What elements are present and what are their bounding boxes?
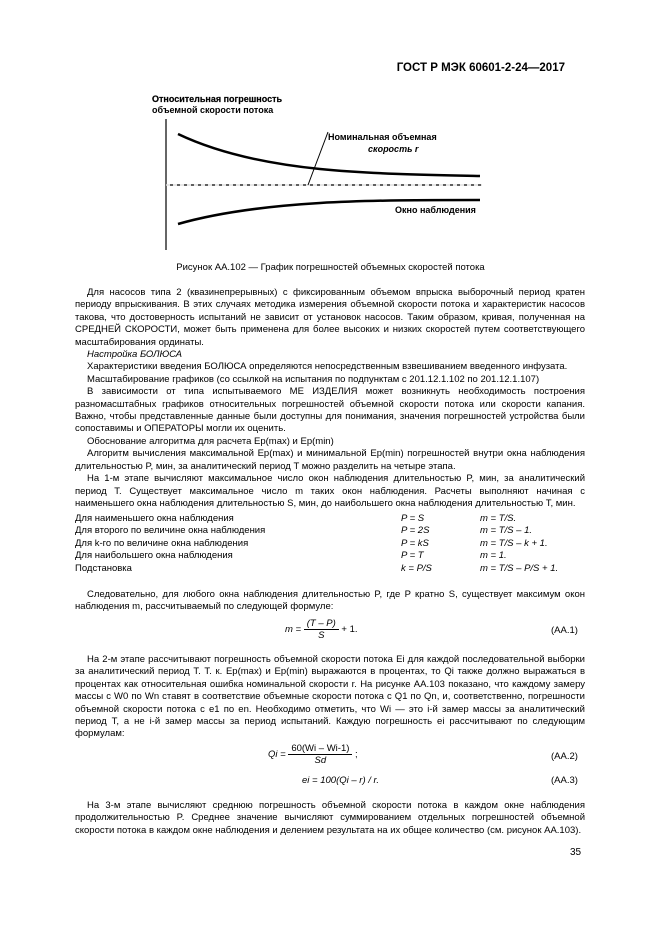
p3: Характеристики введения БОЛЮСА определяются непосредственным взвешиванием введенного инфузата. — [87, 361, 568, 373]
nominal-leader — [308, 132, 328, 185]
p2: Настройка БОЛЮСА — [87, 349, 183, 361]
p9: Следовательно, для любого окна наблюдения длительностью P, где P кратно S, существует максимум окон наблюдения m, рассчитываемый по следующей формуле: — [75, 589, 585, 613]
p4: Масштабирование графиков (со ссылкой на испытания по подпунктам с 201.12.1.102 по 201.12.1.107) — [87, 373, 540, 385]
paragraph-9 — [75, 589, 585, 614]
p11: На 3-м этапе вычисляют среднюю погрешность объемной скорости потока в каждом окне наблюдения продолжительностью P. Среднее значение вычисляют суммированием отдельных погрешностей объемной скорости потока в каждом окне наблюдения и делением результата на их общее количество (см. рисунок АА.103). — [75, 800, 585, 836]
standard-header: ГОСТ Р МЭК 60601-2-24—2017 — [396, 62, 565, 74]
figure-caption: Рисунок АА.102 — График погрешностей объемных скоростей потока — [176, 262, 485, 273]
p6: Обоснование алгоритма для расчета Ep(max) и Ep(min) — [87, 435, 334, 447]
ylabel-line2: объемной скорости потока — [152, 105, 274, 115]
equation-aa1: m = $\frac{(T - P)}{S}$ + 1. — [285, 618, 358, 641]
paragraph-11 — [75, 800, 585, 837]
window-table — [75, 513, 595, 575]
nominal-label-line2: скорость r — [368, 144, 419, 154]
table-row: Для наибольшего окна наблюдения P = T m = 1. — [75, 550, 507, 562]
window-label: Окно наблюдения — [395, 205, 476, 215]
equation-aa2: Qi = $\frac{60(Wi - Wi-1)}{Sd}$ ; — [268, 743, 358, 766]
ylabel-line1: Относительная погрешность — [152, 94, 283, 104]
p8: На 1-м этапе вычисляют максимальное число окон наблюдения длительностью P, мин, за аналитический период T. Существует максимальное число m таких окон наблюдения. Расчеты выполняют начиная с наименьшего окна наблюдения длительностью S, мин, до наибольшего окна наблюдения длительностью T, мин. — [75, 473, 585, 509]
p7: Алгоритм вычисления максимальной Ep(max) и минимальной Ep(min) погрешностей внутри окна наблюдения длительностью P, мин, за аналитический период T можно разделить на четыре этапа. — [75, 448, 585, 472]
p10: На 2-м этапе рассчитывают погрешность объемной скорости потока Ei для каждой последовательной выборки за аналитический период T. Т. к. Ep(max) и Ep(min) выражаются в процентах, то Qi также должно выражаться в процентах как относительная ошибка номинальной скорости r. На рисунке АА.103 показано, что каждому замеру массы с W0 по Wn ставят в соответствие объемные скорости потока с Q1 по Qn, и, соответственно, погрешности объемной скорости потока с e1 по en. Необходимо отметить, что Wi — это i-й замер массы за аналитический период T, а не i-й замер массы за период испытаний. Каждую погрешность ei рассчитывают по следующим формулам: — [75, 654, 585, 740]
p1: Для насосов типа 2 (квазинепрерывных) с фиксированным объемом впрыска выборочный период кратен периоду впрыскивания. В этих случаях методика измерения объемной скорости потока и характеристик насосов такова, что достоверность испытаний не зависит от установок насосов. Таким образом, кривая, полученная на СРЕДНЕЙ СКОРОСТИ, может быть применена для более высоких и низких скоростей путем соответствующего масштабирования ординаты. — [75, 287, 585, 348]
equation-aa3: ei = 100(Qi – r) / r. — [302, 775, 379, 786]
equation-label-aa1: (АА.1) — [551, 625, 578, 636]
paragraph-10 — [75, 654, 585, 741]
page-number: 35 — [570, 847, 582, 858]
paragraph-1 — [75, 287, 585, 510]
p5: В зависимости от типа испытываемого МЕ ИЗДЕЛИЯ может возникнуть необходимость построения разномасштабных графиков относительных погрешностей объемной скорости потока или скорости капания. Важно, чтобы представленные данные были доступны для понимания, значения погрешностей устройства были сопоставимы и ОПЕРАТОРЫ могли их оценить. — [75, 386, 585, 435]
table-row: Подстановка k = P/S m = T/S – P/S + 1. — [75, 562, 559, 574]
table-row: Для k-го по величине окна наблюдения P = kS m = T/S – k + 1. — [75, 537, 548, 549]
table-row: Для наименьшего окна наблюдения P = S m = T/S. — [75, 513, 517, 524]
nominal-label-line1: Номинальная объемная — [328, 132, 437, 142]
equation-label-aa3: (АА.3) — [551, 775, 578, 786]
table-row: Для второго по величине окна наблюдения P = 2S m = T/S – 1. — [75, 525, 533, 537]
equation-label-aa2: (АА.2) — [551, 751, 578, 762]
error-graph-figure — [150, 92, 485, 252]
